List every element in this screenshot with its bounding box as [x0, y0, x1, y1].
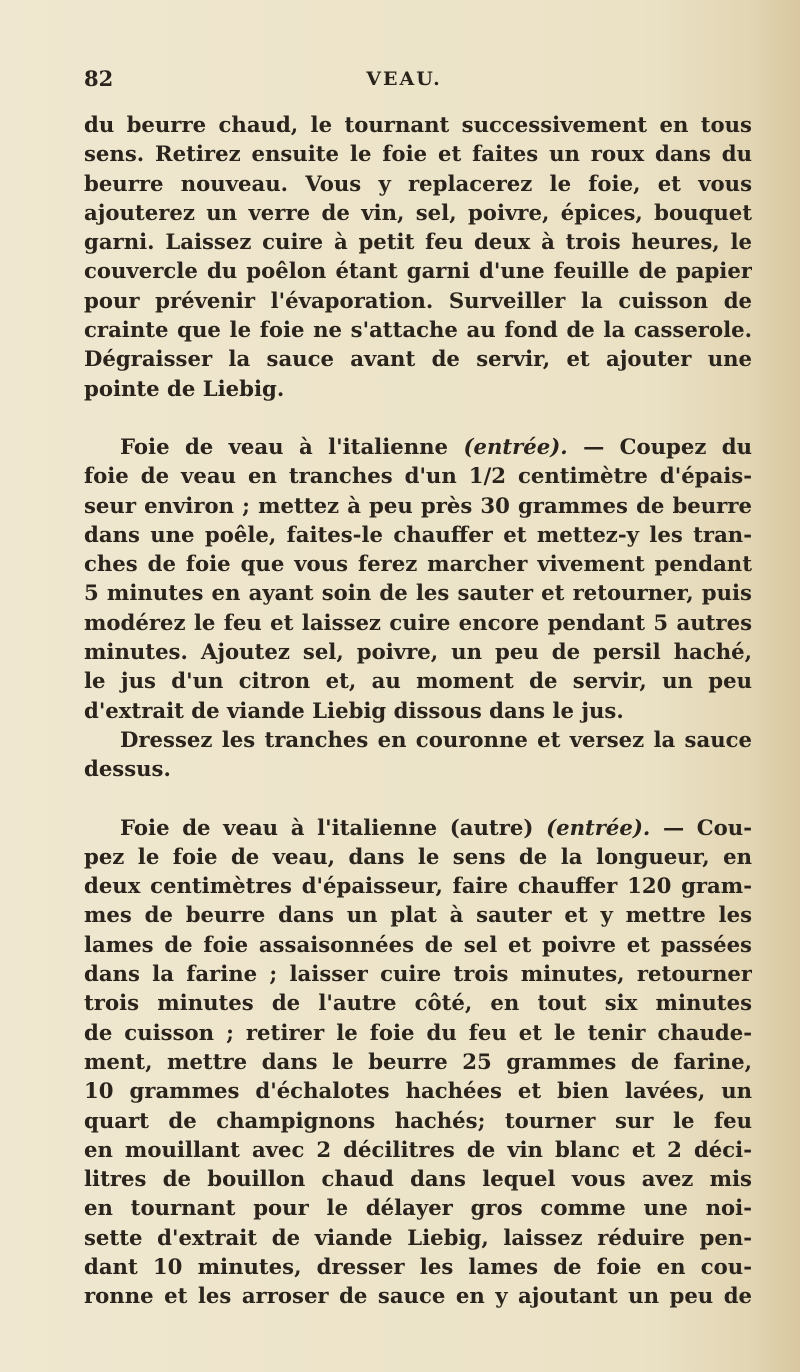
- text-line: pointe de Liebig.: [84, 375, 285, 401]
- recipe-foie-italienne: [84, 432, 752, 784]
- text-line: dans la farine ; laisser cuire trois minutes, retourner: [84, 961, 752, 987]
- text-line: 5 minutes en ayant soin de les sauter et retourner, puis: [84, 580, 752, 606]
- text-line: Dressez les tranches en couronne et versez la sauce: [120, 726, 752, 752]
- text-line: beurre nouveau. Vous y replacerez le foie, et vous: [84, 170, 752, 196]
- text-line: sette d'extrait de viande Liebig, laissez réduire pen-: [84, 1224, 752, 1250]
- text-line: foie de veau en tranches d'un 1/2 centimètre d'épais-: [84, 463, 752, 489]
- text-line: du beurre chaud, le tournant successivement en tous: [84, 112, 752, 137]
- text-line: d'extrait de viande Liebig dissous dans le jus.: [84, 697, 624, 723]
- text-line: en tournant pour le délayer gros comme une noi-: [84, 1195, 752, 1221]
- page-header: [84, 66, 724, 102]
- recipe-title: Foie de veau à l'italienne: [120, 814, 438, 840]
- intro-paragraph: [84, 110, 752, 403]
- text-line: Dégraisser la sauce avant de servir, et ajouter une: [84, 346, 752, 372]
- text-line: de cuisson ; retirer le foie du feu et le tenir chaude-: [84, 1019, 752, 1045]
- text-line: le jus d'un citron et, au moment de servir, un peu: [84, 668, 752, 694]
- recipe-title-line: [84, 432, 752, 461]
- paragraph-gap: [84, 784, 752, 813]
- body-text: [84, 110, 752, 1311]
- text-line: lames de foie assaisonnées de sel et poivre et passées: [84, 931, 752, 957]
- text-line: ajouterez un verre de vin, sel, poivre, épices, bouquet: [84, 199, 752, 225]
- text-line: dans une poêle, faites-le chauffer et mettez-y les tran-: [84, 521, 752, 547]
- text-line: litres de bouillon chaud dans lequel vous avez mis: [84, 1166, 752, 1192]
- text-line: couvercle du poêlon étant garni d'une feuille de papier: [84, 258, 752, 284]
- text-line: ment, mettre dans le beurre 25 grammes de farine,: [84, 1048, 752, 1074]
- page-number: 82: [84, 66, 114, 91]
- recipe-foie-italienne-autre: [84, 813, 752, 1311]
- text-line: crainte que le foie ne s'attache au fond de la casserole.: [84, 317, 752, 343]
- text-line: dessus.: [84, 756, 171, 782]
- text-line: trois minutes de l'autre côté, en tout six minutes: [84, 990, 752, 1016]
- running-head: VEAU.: [366, 68, 442, 90]
- text-line: dant 10 minutes, dresser les lames de foie en cou-: [84, 1253, 752, 1279]
- text-line: garni. Laissez cuire à petit feu deux à trois heures, le: [84, 229, 752, 255]
- text-line: deux centimètres d'épaisseur, faire chauffer 120 gram-: [84, 873, 752, 899]
- recipe-title: Foie de veau à l'italienne: [120, 433, 449, 459]
- text-line: pour prévenir l'évaporation. Surveiller la cuisson de: [84, 287, 752, 313]
- text-line: en mouillant avec 2 décilitres de vin blanc et 2 déci-: [84, 1136, 752, 1162]
- text-line: sens. Retirez ensuite le foie et faites un roux dans du: [84, 141, 752, 167]
- recipe-subtitle: (entrée).: [463, 433, 568, 459]
- text-line: 10 grammes d'échalotes hachées et bien lavées, un: [84, 1078, 752, 1104]
- recipe-title-extra: (autre): [437, 814, 534, 840]
- text-fragment: — Cou-: [650, 814, 752, 840]
- text-line: seur environ ; mettez à peu près 30 grammes de beurre: [84, 492, 752, 518]
- text-line: pez le foie de veau, dans le sens de la longueur, en: [84, 843, 752, 869]
- recipe-subtitle: (entrée).: [546, 814, 651, 840]
- text-line: mes de beurre dans un plat à sauter et y mettre les: [84, 902, 752, 928]
- text-line: ronne et les arroser de sauce en y ajoutant un peu de: [84, 1283, 752, 1309]
- text-line: ches de foie que vous ferez marcher vivement pendant: [84, 551, 752, 577]
- text-line: minutes. Ajoutez sel, poivre, un peu de persil haché,: [84, 639, 752, 665]
- text-line: modérez le feu et laissez cuire encore pendant 5 autres: [84, 609, 752, 635]
- text-line: quart de champignons hachés; tourner sur le feu: [84, 1107, 752, 1133]
- recipe-title-line: [84, 813, 752, 842]
- paragraph-gap: [84, 403, 752, 432]
- text-fragment: — Coupez du: [567, 433, 752, 459]
